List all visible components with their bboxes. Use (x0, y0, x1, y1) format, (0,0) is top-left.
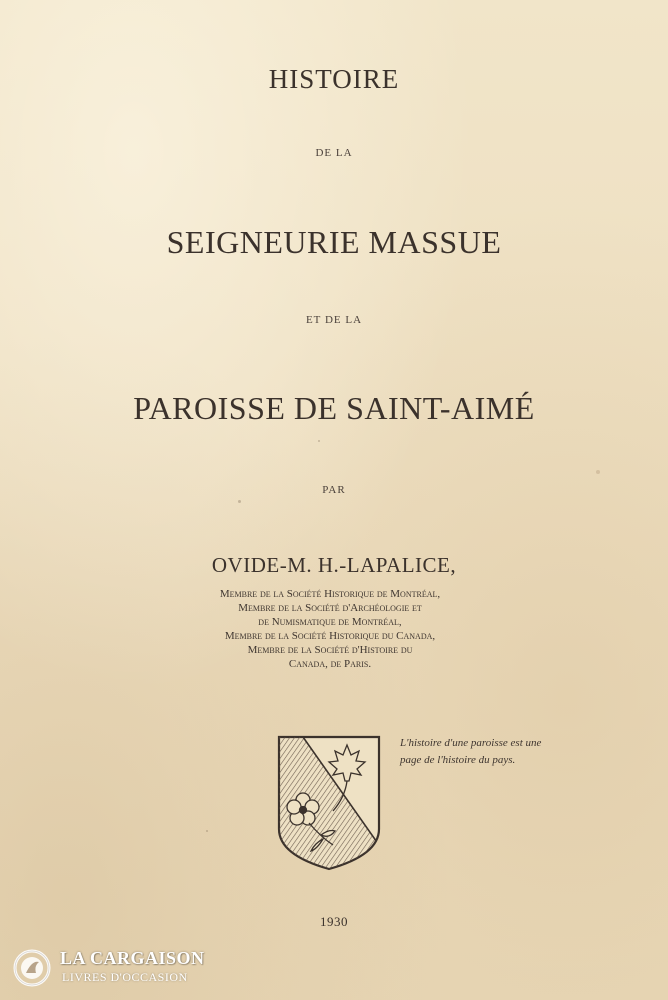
author-name: OVIDE-M. H.-LAPALICE, (211, 553, 457, 577)
author-credentials (120, 587, 540, 671)
seller-watermark (8, 946, 228, 996)
quote-line: page de l'histoire du pays. (400, 754, 516, 766)
connector-et-de-la: ET DE LA (305, 314, 363, 326)
title-histoire: HISTOIRE (268, 64, 400, 94)
paper-speck (206, 830, 208, 832)
paper-speck (318, 440, 320, 442)
credential-line: Membre de la Société d'Archéologie et (238, 602, 422, 614)
connector-de-la: DE LA (315, 147, 353, 159)
byline-par: PAR (322, 484, 346, 496)
credential-line: Membre de la Société d'Histoire du (247, 644, 413, 656)
credential-line: Membre de la Société Historique du Canada, (224, 630, 436, 642)
epigraph-quote (400, 735, 600, 769)
credential-line: Membre de la Société Historique de Montréal, (219, 588, 441, 600)
ship-wheel-icon (12, 948, 52, 988)
paper-speck (238, 500, 241, 503)
quote-line: L'histoire d'une paroisse est une (400, 737, 542, 749)
publication-year: 1930 (320, 914, 348, 929)
title-seigneurie: SEIGNEURIE MASSUE (166, 224, 502, 260)
credential-line: de Numismatique de Montréal, (258, 616, 402, 628)
watermark-title: LA CARGAISON (60, 948, 205, 968)
paper-speck (596, 470, 600, 474)
watermark-subtitle: LIVRES D'OCCASION (62, 970, 188, 984)
coat-of-arms-icon (273, 733, 385, 873)
title-paroisse: PAROISSE DE SAINT-AIMÉ (133, 390, 535, 426)
credential-line: Canada, de Paris. (288, 658, 372, 670)
